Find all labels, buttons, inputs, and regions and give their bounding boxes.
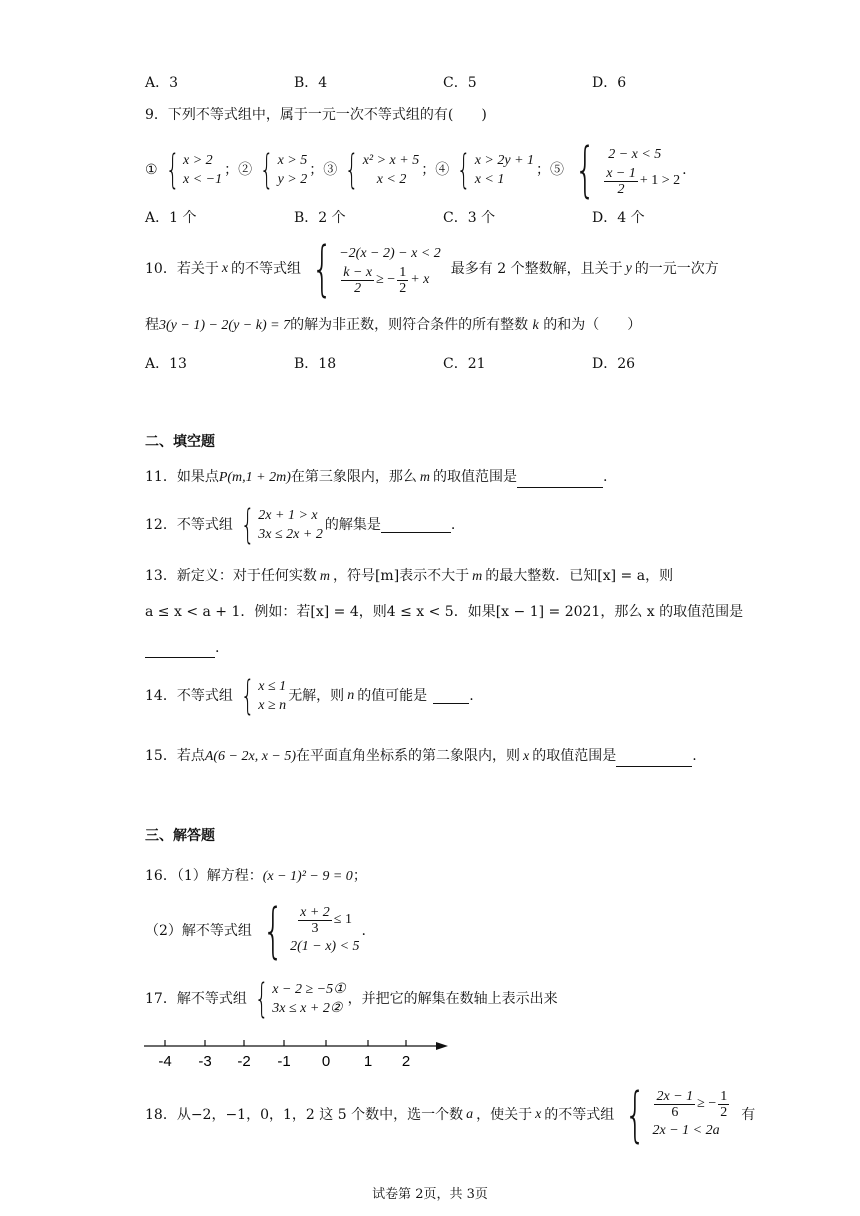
q10-stem-b: 的不等式组 — [231, 261, 302, 277]
q17-b: ，并把它的解集在数轴上表示出来 — [347, 991, 558, 1007]
q11-point: P(m,1 + 2m) — [218, 470, 291, 485]
q9-label-2: ；② — [224, 162, 253, 178]
q8-option-d: D．6 — [592, 75, 627, 91]
q8-option-b: B．4 — [294, 75, 328, 91]
q10-stem-line2 — [145, 315, 641, 336]
q10-var-y: y — [625, 261, 632, 276]
q13-line3 — [145, 638, 219, 658]
q11-c: 的取值范围是 — [433, 469, 517, 485]
q12-row1: 2x + 1 > x — [258, 508, 318, 523]
q15-end: . — [692, 748, 697, 764]
q10-line2-c: 的和为（ ） — [543, 317, 642, 333]
q11-m: m — [419, 470, 430, 485]
q9-stem-end: ) — [481, 107, 487, 123]
q9-sys1-row1: x > 2 — [183, 153, 213, 168]
q9-label-3: ；③ — [309, 162, 338, 178]
q9-label-5: ；⑤ — [536, 162, 565, 178]
q18-var-a: a — [466, 1107, 474, 1122]
q11-end: . — [603, 469, 608, 485]
q12-end: . — [450, 517, 456, 533]
q18-num1: 2x − 1 — [656, 1088, 694, 1104]
q10-frac-num: k − x — [343, 264, 373, 280]
q9-system-5: { 2 − x < 5 $\frac{x - 1}{2}$ + 1 > 2 — [574, 135, 681, 205]
number-line-tick-label: -1 — [277, 1053, 291, 1070]
q9-sys5-den: 2 — [617, 181, 625, 197]
q10-option-c: C．21 — [443, 356, 486, 372]
q9-option-a: A．1 个 — [145, 210, 197, 226]
q18-tail: 有 — [741, 1107, 756, 1123]
q14-n: n — [347, 688, 355, 703]
q10-row1: −2(x − 2) − x < 2 — [339, 245, 441, 261]
q11-a: 11．如果点 — [145, 469, 219, 485]
number-line — [140, 1036, 460, 1076]
q9-sys3-row2: x < 2 — [376, 172, 407, 187]
q17-system: { x − 2 ≥ −5① 3x ≤ x + 2② — [254, 976, 346, 1022]
q14-a: 14．不等式组 — [145, 688, 233, 704]
q13-line1 — [145, 566, 673, 587]
q15-point: A(6 − 2x, x − 5) — [204, 749, 297, 764]
q11 — [145, 467, 607, 488]
q10-stem-a: 10．若关于 — [145, 261, 219, 277]
q13-answer-blank[interactable] — [145, 643, 215, 658]
q16-a-end: ； — [352, 868, 367, 884]
q9-label-1: ① — [145, 162, 158, 178]
q15-answer-blank[interactable] — [616, 752, 692, 767]
q17-row2: 3x ≤ x + 2② — [272, 1001, 343, 1016]
q13-b: ，符号[m]表示不大于 — [332, 568, 470, 584]
q10-system: { −2(x − 2) − x < 2 $\frac{k - x}{2}$ ≥ − $\frac{1}{2}$ + x — [311, 234, 441, 304]
q18-var-x: x — [535, 1107, 542, 1122]
q9-label-4: ；④ — [421, 162, 450, 178]
q14-end: . — [469, 688, 474, 704]
q9-stem-text: 9．下列不等式组中，属于一元一次不等式组的有( — [145, 107, 454, 123]
q9-stem — [145, 105, 487, 125]
q14-b: 无解，则 — [288, 688, 345, 704]
section-solve-heading: 三、解答题 — [145, 828, 215, 844]
q10-var-k: k — [532, 318, 539, 333]
q12-a: 12．不等式组 — [145, 517, 233, 533]
q10-stem-line1 — [145, 234, 719, 304]
q9-sys5-row1: 2 − x < 5 — [608, 146, 662, 162]
q18-a: 18．从−2，−1，0，1，2 这 5 个数中，选一个数 — [145, 1107, 464, 1123]
q10-plus-x: + x — [410, 272, 430, 287]
q13-c: 的最大整数．已知[x] = a，则 — [485, 568, 674, 584]
q12 — [145, 503, 455, 547]
q12-system: { 2x + 1 > x 3x ≤ 2x + 2 — [240, 502, 323, 548]
q13-end: . — [215, 640, 220, 656]
q9-system-3: { x² > x + 5 x < 2 — [344, 147, 420, 193]
q9-option-c: C．3 个 — [443, 210, 496, 226]
q16-den: 3 — [311, 920, 319, 936]
q11-b: 在第三象限内，那么 — [290, 469, 417, 485]
q10-option-d: D．26 — [592, 356, 636, 372]
number-line-tick-label: -3 — [198, 1053, 212, 1070]
q9-sys4-row2: x < 1 — [474, 172, 505, 187]
q13-line2: a ≤ x < a + 1．例如：若[x] = 4，则4 ≤ x < 5．如果[x − 1] = 2021，那么 x 的取值范围是 — [145, 604, 744, 620]
q9-sys2-row1: x > 5 — [277, 153, 308, 168]
q17-row1: x − 2 ≥ −5① — [272, 982, 346, 997]
q9-system-1: { x > 2 x < −1 — [165, 147, 223, 193]
q16-row2: 2(1 − x) < 5 — [290, 938, 360, 954]
q15-c: 的取值范围是 — [532, 748, 617, 764]
q10-var-x: x — [221, 261, 229, 276]
q18-num2: 1 — [720, 1088, 728, 1104]
number-line-tick-label: -4 — [158, 1053, 172, 1070]
q16-le: ≤ 1 — [333, 912, 352, 927]
q14-system: { x ≤ 1 x ≥ n — [240, 673, 287, 719]
q14-answer-blank[interactable] — [433, 689, 469, 704]
q16-part2 — [145, 898, 366, 964]
q9-sys3-row1: x² > x + 5 — [362, 153, 420, 168]
q12-answer-blank[interactable] — [381, 518, 451, 533]
q15-x: x — [523, 749, 530, 764]
q10-stem-d: 的一元一次方 — [634, 261, 719, 277]
q9-sys4-row1: x > 2y + 1 — [474, 153, 535, 168]
q18-den1: 6 — [671, 1104, 679, 1120]
q9-option-b: B．2 个 — [294, 210, 346, 226]
q15-b: 在平面直角坐标系的第二象限内，则 — [296, 748, 521, 764]
q9-sys1-row2: x < −1 — [183, 172, 223, 187]
q12-b: 的解集是 — [324, 517, 381, 533]
q14-c: 的值可能是 — [357, 688, 428, 704]
q10-stem-c: 最多有 2 个整数解，且关于 — [450, 261, 623, 277]
q13-m: m — [319, 569, 330, 584]
q16-a: 16．（1）解方程： — [145, 868, 263, 884]
page-footer: 试卷第 2页，共 3页 — [372, 1187, 488, 1202]
q11-answer-blank[interactable] — [517, 473, 603, 488]
q15-a: 15．若点 — [145, 748, 205, 764]
number-line-tick-label: 2 — [401, 1053, 411, 1070]
q10-option-a: A．13 — [145, 356, 187, 372]
q16-part1 — [145, 866, 367, 887]
q18-system: { $\frac{2x - 1}{6}$ ≥ − $\frac{1}{2}$ 2x − 1 < 2a — [616, 1085, 731, 1145]
q9-option-d: D．4 个 — [592, 210, 645, 226]
q8-option-a: A．3 — [145, 75, 179, 91]
q16-eq: (x − 1)² − 9 = 0 — [262, 869, 353, 884]
q16-num: x + 2 — [300, 904, 330, 920]
q9-systems — [145, 135, 687, 205]
number-line-arrow — [436, 1042, 448, 1050]
q13-m-2: m — [472, 569, 483, 584]
q9-system-2: { x > 5 y > 2 — [259, 147, 308, 193]
q8-option-c: C．5 — [443, 75, 477, 91]
q10-option-b: B．18 — [294, 356, 337, 372]
q9-system-4: { x > 2y + 1 x < 1 — [456, 147, 535, 193]
q13-a: 13．新定义：对于任何实数 — [145, 568, 317, 584]
q16-system: { $\frac{x + 2}{3}$ ≤ 1 2(1 − x) < 5 — [262, 896, 360, 966]
q9-period: . — [682, 162, 687, 178]
q18-den2: 2 — [720, 1104, 728, 1120]
q10-frac2-num: 1 — [399, 264, 407, 280]
section-fill-blank-heading: 二、填空题 — [145, 434, 215, 450]
q18-b: ，使关于 — [476, 1107, 533, 1123]
q16-b-end: . — [361, 923, 366, 939]
q10-line2-b: 的解为非正数，则符合条件的所有整数 — [290, 317, 529, 333]
q10-line2-a: 程 — [145, 317, 159, 333]
q9-sys2-row2: y > 2 — [277, 172, 308, 187]
q15 — [145, 746, 697, 767]
q18-ge: ≥ − — [697, 1096, 717, 1111]
q14 — [145, 674, 474, 718]
q9-sys5-tail: + 1 > 2 — [639, 173, 681, 188]
q17 — [145, 977, 558, 1021]
q10-frac-den: 2 — [354, 280, 362, 296]
q14-row2: x ≥ n — [258, 698, 287, 713]
q17-a: 17．解不等式组 — [145, 991, 247, 1007]
number-line-tick-label: 0 — [321, 1053, 331, 1070]
q10-ge: ≥ − — [376, 272, 396, 287]
q12-row2: 3x ≤ 2x + 2 — [258, 527, 323, 542]
q14-row1: x ≤ 1 — [258, 679, 287, 694]
q18-c: 的不等式组 — [544, 1107, 615, 1123]
number-line-tick-label: -2 — [237, 1053, 251, 1070]
q10-frac2-den: 2 — [399, 280, 407, 296]
q16-b: （2）解不等式组 — [145, 923, 252, 939]
q9-sys5-num: x − 1 — [606, 165, 636, 181]
q18 — [145, 1080, 756, 1150]
q10-equation: 3(y − 1) − 2(y − k) = 7 — [159, 318, 291, 333]
number-line-tick-label: 1 — [363, 1053, 373, 1070]
q18-row2: 2x − 1 < 2a — [652, 1122, 720, 1138]
